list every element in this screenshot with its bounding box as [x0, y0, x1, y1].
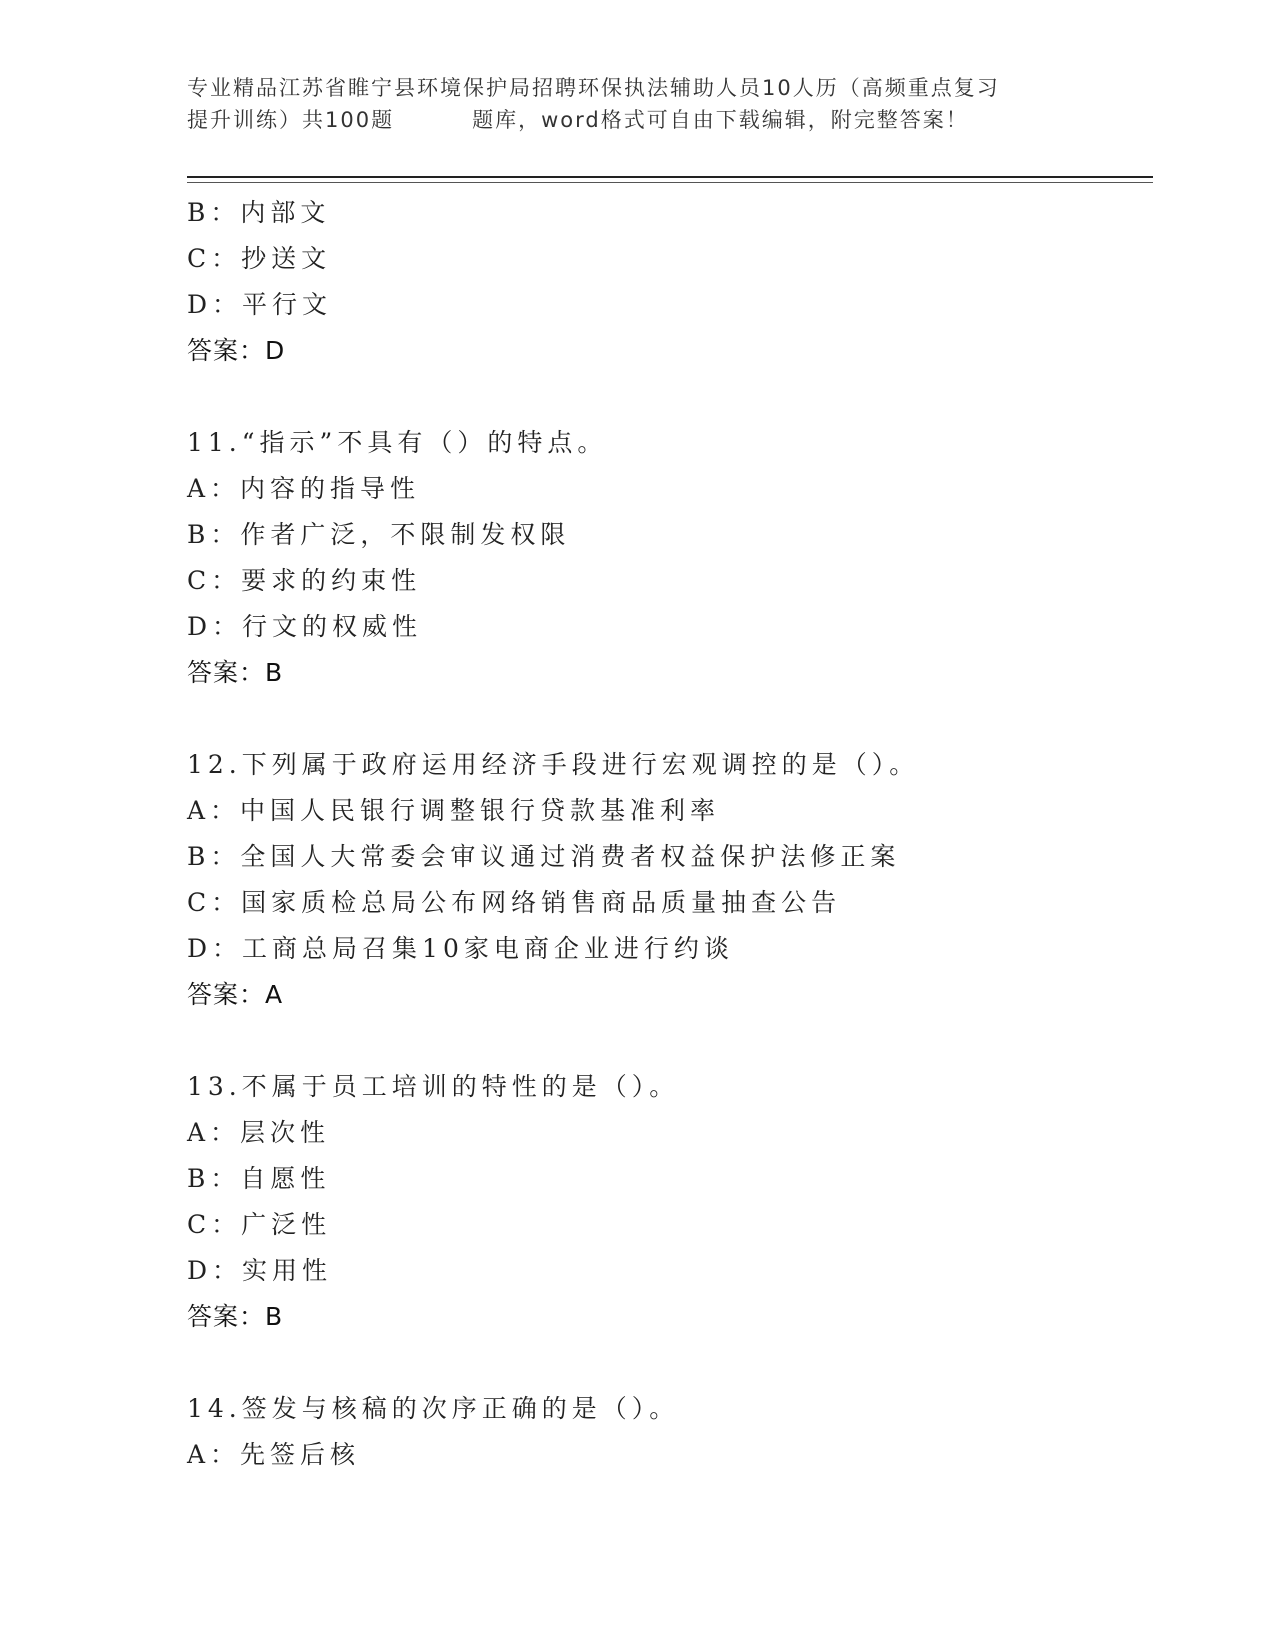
header-divider-thin: [187, 182, 1153, 183]
option-c: C：广泛性: [187, 1210, 332, 1239]
option-d: D：平行文: [187, 290, 333, 319]
option-d: D：工商总局召集10家电商企业进行约谈: [187, 934, 734, 963]
answer-line: 答案：D: [187, 336, 286, 365]
option-a: A：中国人民银行调整银行贷款基准利率: [187, 796, 721, 825]
question-stem: 11.“指示”不具有（）的特点。: [187, 428, 608, 457]
option-b: B：全国人大常委会审议通过消费者权益保护法修正案: [187, 842, 901, 871]
question-stem: 13.不属于员工培训的特性的是（）。: [187, 1072, 680, 1101]
header-title-line-1: 专业精品江苏省睢宁县环境保护局招聘环保执法辅助人员10人历（高频重点复习: [187, 76, 1000, 100]
answer-line: 答案：B: [187, 658, 284, 687]
question-block-12: [187, 742, 1147, 1018]
answer-line: 答案：B: [187, 1302, 284, 1331]
option-c: C：国家质检总局公布网络销售商品质量抽查公告: [187, 888, 842, 917]
header-title-line-2: [187, 104, 1087, 136]
option-d: D：实用性: [187, 1256, 333, 1285]
question-stem: 12.下列属于政府运用经济手段进行宏观调控的是（）。: [187, 750, 920, 779]
question-block-14: [187, 1386, 1147, 1478]
option-c: C：抄送文: [187, 244, 332, 273]
option-d: D：行文的权威性: [187, 612, 423, 641]
header-gap: [394, 104, 472, 136]
document-header: [187, 72, 1087, 136]
option-a: A：先签后核: [187, 1440, 361, 1469]
question-block-11: [187, 420, 1147, 696]
question-stem: 14.签发与核稿的次序正确的是（）。: [187, 1394, 680, 1423]
question-block-10: [187, 190, 1147, 374]
option-a: A：层次性: [187, 1118, 331, 1147]
question-block-13: [187, 1064, 1147, 1340]
option-a: A：内容的指导性: [187, 474, 421, 503]
option-c: C：要求的约束性: [187, 566, 422, 595]
option-b: B：自愿性: [187, 1164, 331, 1193]
header-title-line-2-right: 题库，word格式可自由下载编辑，附完整答案！: [472, 108, 969, 132]
option-b: B：内部文: [187, 198, 331, 227]
header-divider-thick: [187, 176, 1153, 178]
question-list: [187, 190, 1147, 1478]
option-b: B：作者广泛，不限制发权限: [187, 520, 571, 549]
header-title-line-2-left: 提升训练）共100题: [187, 108, 395, 132]
answer-line: 答案：A: [187, 980, 284, 1009]
